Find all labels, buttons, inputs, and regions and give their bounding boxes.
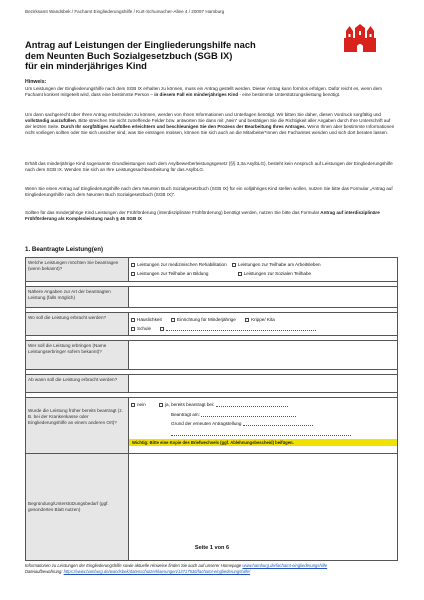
input-naehere[interactable]: [129, 287, 398, 308]
title-line-3: für ein minderjähriges Kind: [25, 60, 147, 72]
option-haeuslichkeit[interactable]: Häuslichkeit: [131, 315, 162, 324]
hinweis-paragraph-2: Um dann sachgerecht über Ihren Antrag entscheiden zu können, werden von Ihnen Informationen und Unterlagen benötigt. Wir bitten Sie daher, diesen Vordruck sorgfältig und vollständig auszufüllen. Bitte streichen Sie nicht zutreffende Felder bzw. antworten Sie dann mit „Nein“ und bestätigen Sie die Richtigkeit aller Angaben durch Ihre Unterschrift auf der letzten Seite. Durch Ihr sorgfältiges Ausfüllen erleichtern und beschleunigen Sie den Prozess der Bearbeitung Ihres Antrages. Wenn Ihnen aber bestimmte Informationen nicht vorliegen sollten oder Sie sich unsicher sind, was Sie eintragen müssen, können Sie sich auch an die Mitarbeiter*innen des Fachamtes wenden und sich dort beraten lassen.: [25, 112, 395, 135]
homepage-link[interactable]: www.hamburg.de/fachamt-eingliederungshilfe: [242, 563, 328, 568]
title-line-1: Antrag auf Leistungen der Eingliederungshilfe nach: [25, 39, 256, 50]
label-wo: Wo soll die Leistung erbracht werden?: [26, 313, 129, 336]
hinweis-paragraph-5: Sollten für das minderjährige Kind Leistungen der Frühförderung (interdisziplinäre Frühförderung) benötigt werden, nutzen Sie bitte das Formular Antrag auf interdisziplinäre Frühförderung als Komplexleistung nach § 46 SGB IX: [25, 210, 380, 221]
grund-line-2[interactable]: [171, 432, 351, 436]
checkbox-icon: [131, 263, 135, 267]
checkbox-icon: [232, 263, 236, 267]
office-address: Bezirksamt Wandsbek / Fachamt Eingliederungshilfe / Kurt-Schumacher-Allee 4 / 20097 Hamburg: [25, 9, 225, 14]
row-wer: [26, 341, 398, 370]
hinweis-paragraph-3: Erhält das minderjährige Kind sogenannte Grundleistungen nach dem Asylbewerberleistungsgesetz (§§ 3,3a AsylbLG), besteht kein Anspruch auf Leistungen der Eingliederungshilfe nach dem SGB IX. Wenden Sie sich an Ihre Leistungssachbearbeitung für das AsylbLG.: [25, 161, 393, 172]
input-wer[interactable]: [129, 341, 398, 370]
row-naehere: [26, 287, 398, 308]
field-leistungen: [129, 258, 398, 282]
warning-note: Wichtig: Bitte eine Kopie des Briefwechsels (ggf. Ablehnungsbescheid) beifügen.: [129, 439, 397, 446]
checkbox-icon: [245, 318, 249, 322]
option-arbeitsleben[interactable]: Leistungen zur Teilhabe am Arbeitsleben: [232, 260, 321, 269]
label-ab-wann: Ab wann soll die Leistung erbracht werden?: [26, 375, 129, 393]
label-begruendung: Begründung/Unterstützungsbedarf (ggf. gesondertes Blatt nutzen): [26, 454, 129, 561]
form-title: [25, 40, 325, 72]
option-ja[interactable]: ja, bereits beantragt bei:: [159, 400, 288, 410]
hinweis-label: Hinweis:: [25, 79, 47, 85]
option-krippe-kita[interactable]: Krippe/ Kita: [245, 315, 275, 324]
footer-download-line: Dateiaufbewahrung: https://www.hamburg.de/wandsbek/datenschutzerklaerungen/13717536/fachamt-eingliederungshilfe/: [25, 568, 251, 574]
checkbox-icon: [160, 327, 164, 331]
row-leistungen: [26, 258, 398, 282]
checkbox-icon: [171, 318, 175, 322]
footer-info-line: Informationen zu Leistungen der Eingliederungshilfe sowie aktuelle Hinweise finden Sie auch auf unserer Homepage www.hamburg.de/fachamt-eingliederungshilfe: [25, 563, 328, 568]
label-frueher: Wurde die Leistung früher bereits beantragt (z. B. bei der Krankenkasse oder Eingliederungshilfe an einem anderen Ort)?: [26, 398, 129, 454]
logo-center-roof: [355, 24, 365, 28]
download-link[interactable]: https://www.hamburg.de/wandsbek/datenschutzerklaerungen/13717536/fachamt-eingliederungshilfe/: [63, 568, 251, 574]
logo-center-window: [359, 31, 361, 35]
label-naehere: Nähere Angaben zur Art der beantragten Leistung (falls möglich): [26, 287, 129, 308]
checkbox-icon: [159, 403, 163, 407]
grund-field[interactable]: Grund der erneuten Antragstellung: [171, 419, 313, 429]
section-1-heading: 1. Beantragte Leistung(en): [25, 246, 104, 253]
checkbox-icon: [131, 318, 135, 322]
row-ab-wann: [26, 375, 398, 393]
option-einrichtung[interactable]: Einrichtung für Minderjährige: [171, 315, 236, 324]
option-sonstiges[interactable]: [160, 324, 316, 333]
checkbox-icon: [131, 403, 135, 407]
beantragt-am-field[interactable]: Beantragt am:: [171, 410, 296, 420]
row-wo: [26, 313, 398, 336]
beantragte-leistungen-table: [25, 257, 398, 561]
option-soziale-teilhabe[interactable]: Leistungen zur Sozialen Teilhabe: [238, 269, 311, 278]
title-line-2: dem Neunten Buch Sozialgesetzbuch (SGB IX): [25, 49, 233, 61]
page-number: Seite 1 von 6: [194, 545, 230, 551]
hamburg-coat-of-arms-icon: [342, 24, 378, 54]
input-ab-wann[interactable]: [129, 375, 398, 393]
option-bildung[interactable]: Leistungen zur Teilhabe an Bildung: [131, 269, 208, 278]
logo-right-window: [370, 34, 372, 37]
option-nein[interactable]: nein: [131, 400, 146, 410]
hinweis-paragraph-1: Um Leistungen der Eingliederungshilfe nach dem SGB IX erhalten zu können, muss ein Antrag gestellt werden. Dieser Antrag kann formlos erfolgen. Dafür reicht es, wenn dem Fachamt konkret mitgeteilt wird, dass eine bestimmte Person – in diesem Fall ein minderjähriges Kind - eine bestimmte Unterstützungsleistung benötigt.: [25, 85, 382, 97]
row-frueher: [26, 398, 398, 454]
option-schule[interactable]: Schule: [131, 324, 151, 333]
logo-right-roof: [367, 26, 374, 31]
sonstiges-line: [166, 327, 316, 331]
checkbox-icon: [238, 272, 242, 276]
logo-left-window: [349, 34, 351, 37]
field-frueher: [129, 398, 398, 454]
checkbox-icon: [131, 272, 135, 276]
option-med-reha[interactable]: Leistungen zur medizinischen Rehabilitation: [131, 260, 227, 269]
footer: [25, 563, 405, 574]
field-wo: [129, 313, 398, 336]
logo-left-roof: [346, 26, 353, 31]
label-wer: Wer soll die Leistung erbringen (Name Leistungserbringer sofern bekannt)?: [26, 341, 129, 370]
checkbox-icon: [131, 327, 135, 331]
hinweis-section: [25, 80, 397, 98]
label-leistungen: Welche Leistungen möchten Sie beantragen (wenn bekannt)?: [26, 258, 129, 282]
logo-gate: [357, 44, 363, 52]
hinweis-paragraph-4: Wenn Sie einen Antrag auf Eingliederungshilfe nach dem Neunten Buch Sozialgesetzbuch (SGB IX) für ein volljähriges Kind stellen wollen, nutzen Sie bitte das Formular „Antrag auf Eingliederungshilfe nach dem Neunten Buch Sozialgesetzbuch (SGB IX)“.: [25, 186, 393, 197]
